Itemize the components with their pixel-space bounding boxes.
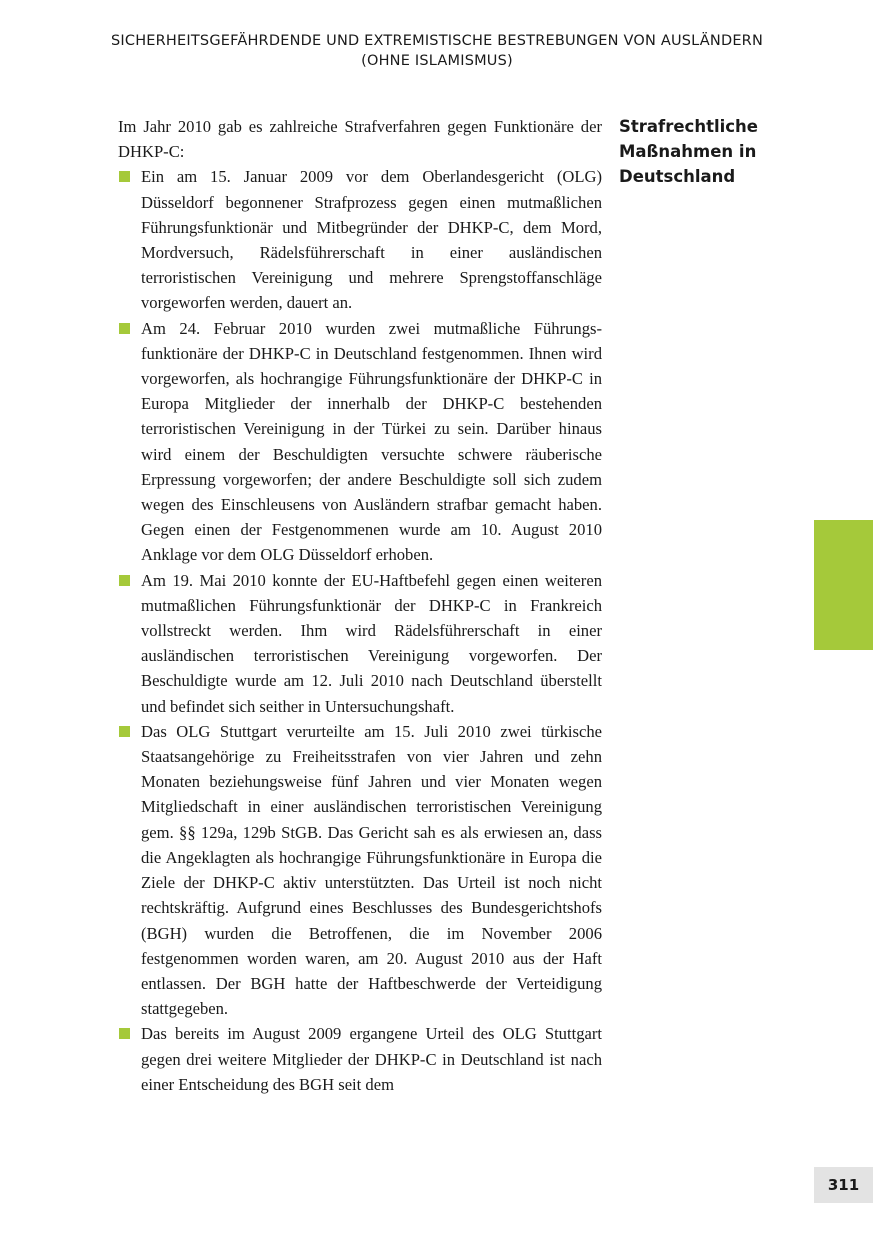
list-item xyxy=(118,568,602,719)
list-item xyxy=(118,1021,602,1097)
chapter-thumb-tab xyxy=(814,520,873,650)
list-item xyxy=(118,719,602,1021)
square-bullet-icon xyxy=(119,171,130,182)
list-item-text: Das bereits im August 2009 ergangene Urteil des OLG Stuttgart gegen drei weitere Mitglieder der DHKP-C in Deutschland ist nach einer Entscheidung des BGH seit dem xyxy=(141,1024,602,1094)
square-bullet-icon xyxy=(119,1028,130,1039)
running-header-line-2: (OHNE ISLAMISMUS) xyxy=(361,53,513,69)
margin-heading xyxy=(619,114,809,190)
list-item xyxy=(118,164,602,315)
list-item-text: Am 19. Mai 2010 konnte der EU-Haftbefehl gegen einen weiteren mutmaßlichen Führungsfunktionär der DHKP-C in Frankreich vollstreckt werden. Ihm wird Rädelsführerschaft in einer ausländischen terroristischen Vereinigung vorgeworfen. Der Beschuldigte wurde am 12. Juli 2010 nach Deutschland überstellt und befindet sich seither in Untersuchungshaft. xyxy=(141,570,602,716)
margin-heading-line-3: Deutschland xyxy=(619,167,736,187)
square-bullet-icon xyxy=(119,323,130,334)
main-text-column xyxy=(118,114,602,1097)
intro-paragraph: Im Jahr 2010 gab es zahlreiche Strafverfahren gegen Funktionäre der DHKP-C: xyxy=(118,117,602,162)
list-item-text: Das OLG Stuttgart verurteilte am 15. Juli 2010 zwei türkische Staatsangehörige zu Freiheitsstrafen von vier Jahren und zehn Monaten beziehungsweise fünf Jahren und vier Monaten wegen Mitgliedschaft in einer ausländischen terroristischen Vereinigung gem. §§ 129a, 129b StGB. Das Gericht sah es als erwiesen an, dass die Angeklagten als hochrangige Führungsfunktionäre in Europa die Ziele der DHKP-C aktiv unterstützten. Das Urteil ist noch nicht rechtskräftig. Aufgrund eines Beschlusses des Bundesgerichtshofs (BGH) wurden die Betroffenen, die im November 2006 festgenommen worden waren, am 20. August 2010 aus der Haft entlassen. Der BGH hatte der Haftbeschwerde der Verteidigung stattgegeben. xyxy=(141,721,602,1019)
list-item xyxy=(118,316,602,568)
square-bullet-icon xyxy=(119,575,130,586)
running-header-line-1: SICHERHEITSGEFÄHRDENDE UND EXTREMISTISCHE BESTREBUNGEN VON AUSLÄNDERN xyxy=(110,33,764,49)
square-bullet-icon xyxy=(119,726,130,737)
running-header xyxy=(0,31,874,71)
list-item-text: Am 24. Februar 2010 wurden zwei mutmaßliche Führungsfunktionäre der DHKP-C in Deutschland festgenommen. Ihnen wird vorgeworfen, als hochrangige Führungsfunktionäre der DHKP-C in Europa Mitglieder der innerhalb der DHKP-C bestehenden terroristischen Vereinigung in der Türkei zu sein. Darüber hinaus wird einem der Beschuldigten versuchte schwere räuberische Erpressung vorgeworfen; der andere Beschuldigte soll sich zudem wegen des Einschleusens von Ausländern strafbar gemacht haben. Gegen einen der Festgenommenen wurde am 10. August 2010 Anklage vor dem OLG Düsseldorf erhoben. xyxy=(141,318,602,565)
margin-heading-line-2: Maßnahmen in xyxy=(619,142,757,162)
proceedings-list xyxy=(118,164,602,1097)
list-item-text: Ein am 15. Januar 2009 vor dem Oberlandesgericht (OLG) Düsseldorf begonnener Strafprozess gegen einen mutmaßlichen Führungsfunktionär und Mitbegründer der DHKP-C, dem Mord, Mordversuch, Rädelsführerschaft in einer ausländischen terroristischen Vereinigung und mehrere Sprengstoffanschläge vorgeworfen werden, dauert an. xyxy=(141,167,602,313)
margin-heading-line-1: Strafrechtliche xyxy=(619,117,758,136)
page-number: 311 xyxy=(814,1167,873,1203)
